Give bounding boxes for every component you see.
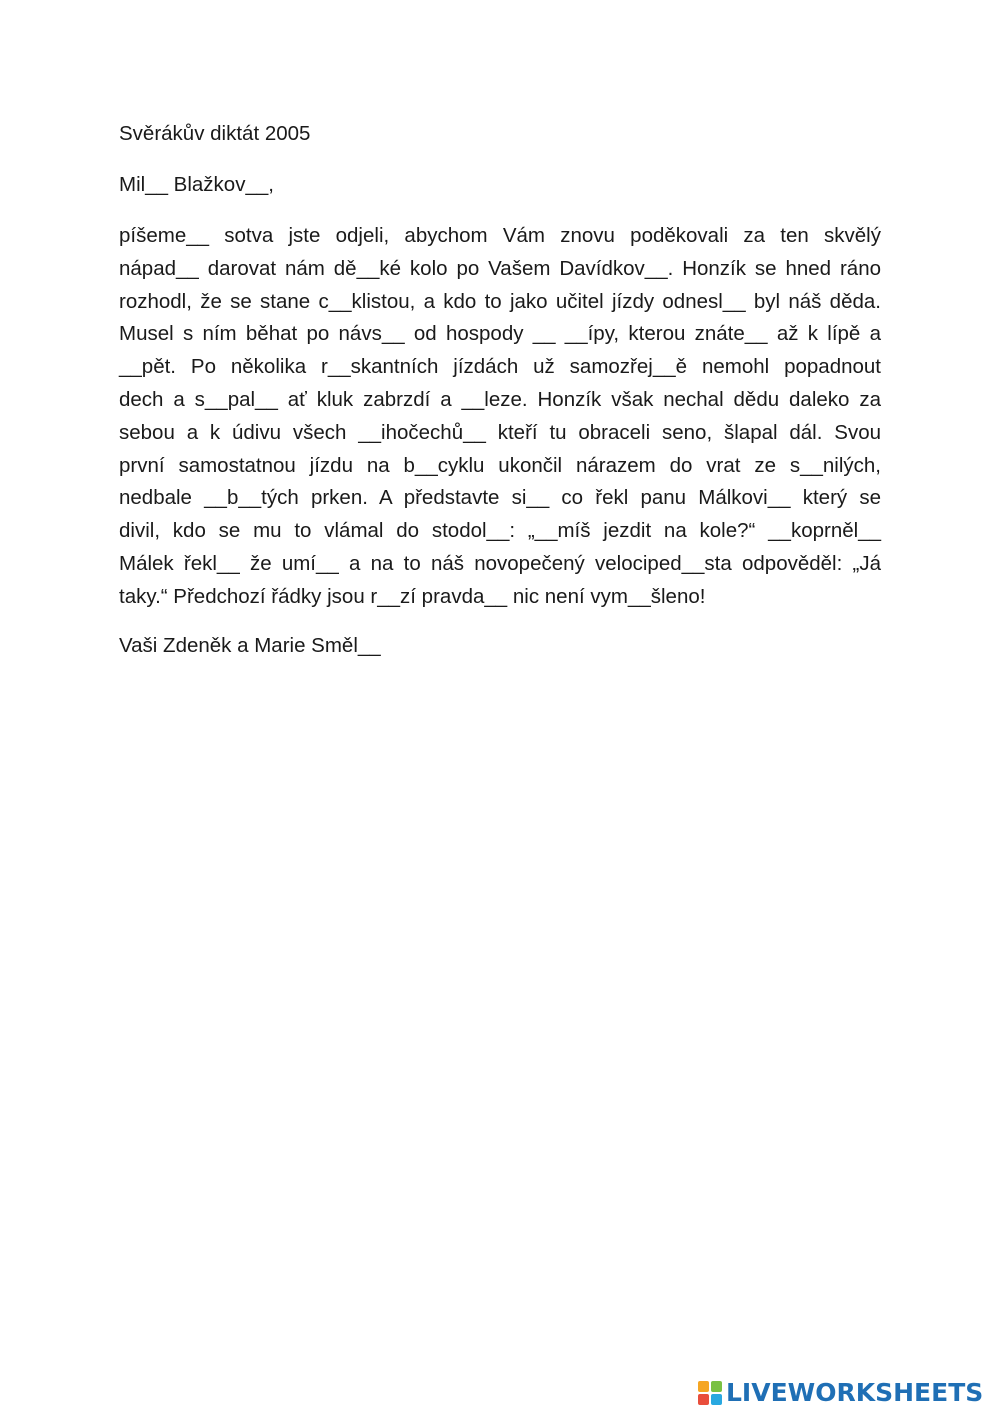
liveworksheets-branding xyxy=(698,1378,983,1408)
body-line: sebou a k údivu všech __ihočechů__ kteří tu obraceli seno, šlapal dál. Svou xyxy=(119,420,881,444)
body-line: nedbale __b__tých prken. A představte si__ co řekl panu Málkovi__ který se xyxy=(119,486,881,510)
body-line: taky.“ Předchozí řádky jsou r__zí pravda__ nic není vym__šleno! xyxy=(119,584,706,608)
body-line: Musel s ním běhat po návs__ od hospody __ __ípy, kterou znáte__ až k lípě a xyxy=(119,322,881,346)
letter-greeting: Mil__ Blažkov__, xyxy=(119,173,274,196)
body-line: divil, kdo se mu to vlámal do stodol__: „__míš jezdit na kole?“ __koprněl__ xyxy=(119,519,881,543)
body-line: první samostatnou jízdu na b__cyklu ukončil nárazem do vrat ze s__nilých, xyxy=(119,453,881,477)
brand-name: LIVEWORKSHEETS xyxy=(726,1378,984,1407)
liveworksheets-logo-icon xyxy=(698,1381,722,1405)
body-line: nápad__ darovat nám dě__ké kolo po Vašem Davídkov__. Honzík se hned ráno xyxy=(119,256,881,280)
logo-tile xyxy=(698,1394,709,1405)
document-title: Svěrákův diktát 2005 xyxy=(119,122,311,145)
body-line: rozhodl, že se stane c__klistou, a kdo to jako učitel jízdy odnesl__ byl náš děda. xyxy=(119,289,881,313)
body-line: __pět. Po několika r__skantních jízdách už samozřej__ě nemohl popadnout xyxy=(119,355,881,379)
body-line: píšeme__ sotva jste odjeli, abychom Vám znovu poděkovali za ten skvělý xyxy=(119,224,881,247)
body-line: Málek řekl__ že umí__ a na to náš novopečený velociped__sta odpověděl: „Já xyxy=(119,551,881,575)
letter-body xyxy=(119,220,881,614)
letter-signature: Vaši Zdeněk a Marie Směl__ xyxy=(119,634,381,657)
body-line: dech a s__pal__ ať kluk zabrzdí a __leze. Honzík však nechal dědu daleko za xyxy=(119,387,881,411)
logo-tile xyxy=(711,1381,722,1392)
logo-tile xyxy=(711,1394,722,1405)
logo-tile xyxy=(698,1381,709,1392)
